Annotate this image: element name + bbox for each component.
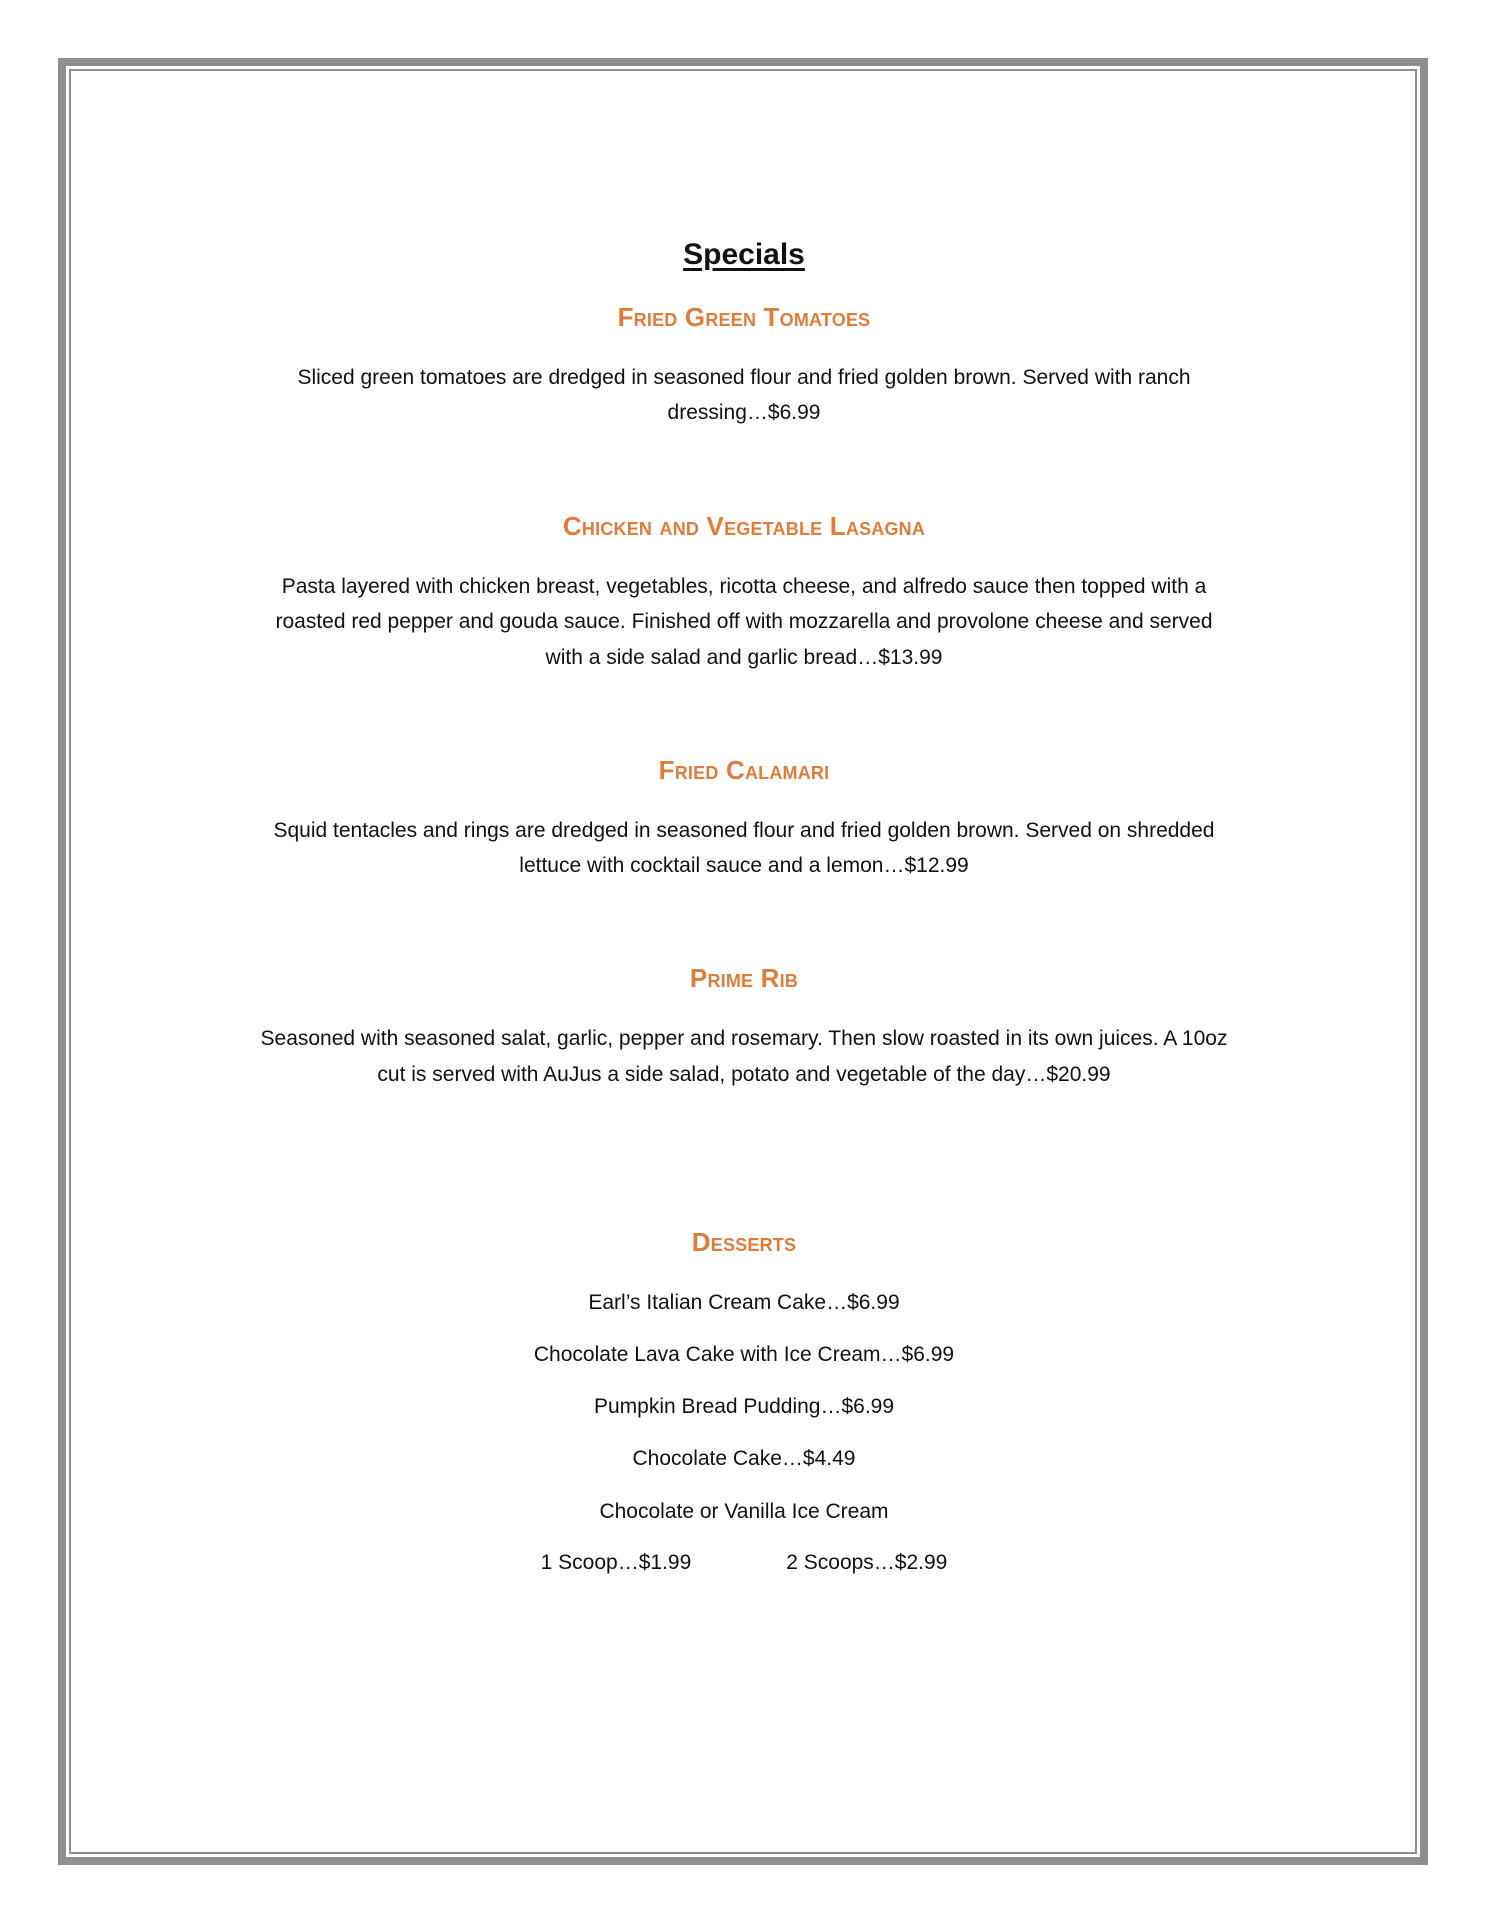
page-title: Specials [683,238,805,271]
dessert-item: Earl’s Italian Cream Cake…$6.99 [588,1291,900,1314]
special-heading: Fried Green Tomatoes [617,302,871,332]
special-heading: Fried Calamari [658,755,830,785]
special-description: Pasta layered with chicken breast, vegetables, ricotta cheese, and alfredo sauce then topped with a [281,575,1207,598]
dessert-item: Chocolate Lava Cake with Ice Cream…$6.99 [533,1343,955,1366]
special-description: dressing…$6.99 [667,401,821,424]
dessert-item: Chocolate or Vanilla Ice Cream [599,1500,889,1523]
special-heading: Chicken and Vegetable Lasagna [562,511,926,541]
special-description: lettuce with cocktail sauce and a lemon…$12.99 [519,854,969,877]
page-border-inner [69,69,1417,1854]
special-description: Squid tentacles and rings are dredged in seasoned flour and fried golden brown. Served on shredded [273,819,1215,842]
scoop-price: 2 Scoops…$2.99 [786,1551,948,1574]
special-description: Seasoned with seasoned salat, garlic, pepper and rosemary. Then slow roasted in its own juices. A 10oz [260,1027,1228,1050]
dessert-item: Pumpkin Bread Pudding…$6.99 [593,1395,895,1418]
desserts-heading: Desserts [691,1227,797,1257]
special-description: Sliced green tomatoes are dredged in seasoned flour and fried golden brown. Served with ranch [297,366,1191,389]
special-heading: Prime Rib [689,963,799,993]
scoop-price: 1 Scoop…$1.99 [540,1551,692,1574]
special-description: roasted red pepper and gouda sauce. Finished off with mozzarella and provolone cheese and served [275,610,1213,633]
special-description: with a side salad and garlic bread…$13.99 [545,646,943,669]
ice-cream-scoop-prices [0,1545,1488,1580]
special-description: cut is served with AuJus a side salad, potato and vegetable of the day…$20.99 [377,1063,1111,1086]
dessert-item: Chocolate Cake…$4.49 [632,1447,856,1470]
